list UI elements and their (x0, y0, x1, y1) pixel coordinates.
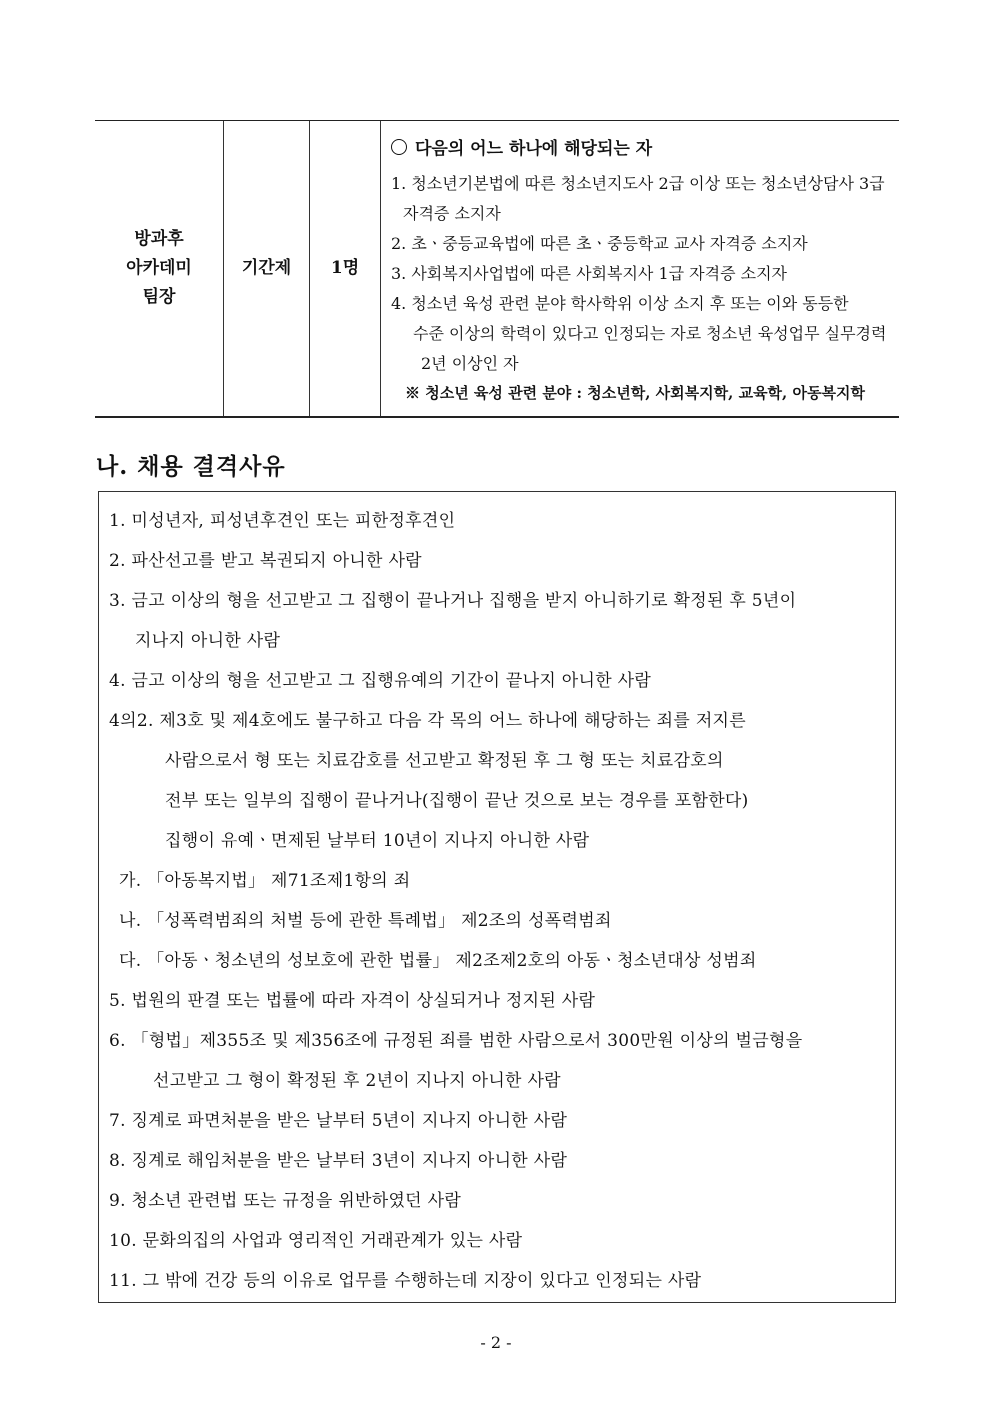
list-item: 다. 「아동ㆍ청소년의 성보호에 관한 법률」 제2조제2호의 아동ㆍ청소년대상 성범죄 (119, 951, 757, 971)
qualification-header (391, 135, 652, 164)
list-item: 1. 미성년자, 피성년후견인 또는 피한정후견인 (109, 511, 456, 531)
list-item: 사람으로서 형 또는 치료감호를 선고받고 확정된 후 그 형 또는 치료감호의 (165, 751, 724, 771)
list-item: 10. 문화의집의 사업과 영리적인 거래관계가 있는 사람 (109, 1231, 523, 1251)
position-cell (95, 121, 224, 416)
qualification-line: 3. 사회복지사업법에 따른 사회복지사 1급 자격증 소지자 (391, 264, 787, 283)
position-line: 방과후 (134, 229, 184, 249)
list-item: 5. 법원의 판결 또는 법률에 따라 자격이 상실되거나 정지된 사람 (109, 991, 596, 1011)
list-item: 집행이 유예ㆍ면제된 날부터 10년이 지나지 아니한 사람 (165, 831, 590, 851)
list-item: 8. 징계로 해임처분을 받은 날부터 3년이 지나지 아니한 사람 (109, 1151, 568, 1171)
list-item: 7. 징계로 파면처분을 받은 날부터 5년이 지나지 아니한 사람 (109, 1111, 568, 1131)
list-item: 9. 청소년 관련법 또는 규정을 위반하였던 사람 (109, 1191, 462, 1211)
qualification-cell (381, 121, 899, 416)
list-item: 6. 「형법」제355조 및 제356조에 규정된 죄를 범한 사람으로서 300만원 이상의 벌금형을 (109, 1031, 803, 1051)
position-table (95, 120, 899, 418)
qualification-note: ※ 청소년 육성 관련 분야 : 청소년학, 사회복지학, 교육학, 아동복지학 (405, 384, 865, 402)
list-item: 11. 그 밖에 건강 등의 이유로 업무를 수행하는데 지장이 있다고 인정되는 사람 (109, 1271, 702, 1291)
position-line: 아카데미 (126, 258, 192, 278)
circle-bullet-icon (391, 139, 407, 155)
list-item: 나. 「성폭력범죄의 처벌 등에 관한 특례법」 제2조의 성폭력범죄 (119, 911, 612, 931)
page-number: - 2 - (480, 1333, 512, 1352)
list-item: 가. 「아동복지법」 제71조제1항의 죄 (119, 871, 411, 891)
list-item: 전부 또는 일부의 집행이 끝나거나(집행이 끝난 것으로 보는 경우를 포함한다) (165, 791, 749, 811)
headcount-cell: 1명 (310, 121, 381, 416)
qualification-line: 2. 초ㆍ중등교육법에 따른 초ㆍ중등학교 교사 자격증 소지자 (391, 234, 808, 253)
disqualification-box (98, 491, 896, 1303)
qualification-line: 2년 이상인 자 (421, 354, 519, 373)
qualification-line: 수준 이상의 학력이 있다고 인정되는 자로 청소년 육성업무 실무경력 (413, 324, 887, 343)
section-title: 나. 채용 결격사유 (96, 453, 286, 480)
qualification-line: 자격증 소지자 (403, 204, 501, 223)
employment-type-cell: 기간제 (224, 121, 310, 416)
list-item: 4. 금고 이상의 형을 선고받고 그 집행유예의 기간이 끝나지 아니한 사람 (109, 671, 652, 691)
list-item: 2. 파산선고를 받고 복권되지 아니한 사람 (109, 551, 422, 571)
list-item: 3. 금고 이상의 형을 선고받고 그 집행이 끝나거나 집행을 받지 아니하기로 확정된 후 5년이 (109, 591, 797, 611)
position-line: 팀장 (142, 287, 176, 307)
list-item: 4의2. 제3호 및 제4호에도 불구하고 다음 각 목의 어느 하나에 해당하는 죄를 저지른 (109, 711, 746, 731)
qualification-header-text: 다음의 어느 하나에 해당되는 자 (415, 139, 653, 159)
qualification-line: 1. 청소년기본법에 따른 청소년지도사 2급 이상 또는 청소년상담사 3급 (391, 174, 885, 193)
qualification-line: 4. 청소년 육성 관련 분야 학사학위 이상 소지 후 또는 이와 동등한 (391, 294, 849, 313)
list-item: 지나지 아니한 사람 (135, 631, 281, 651)
list-item: 선고받고 그 형이 확정된 후 2년이 지나지 아니한 사람 (153, 1071, 561, 1091)
